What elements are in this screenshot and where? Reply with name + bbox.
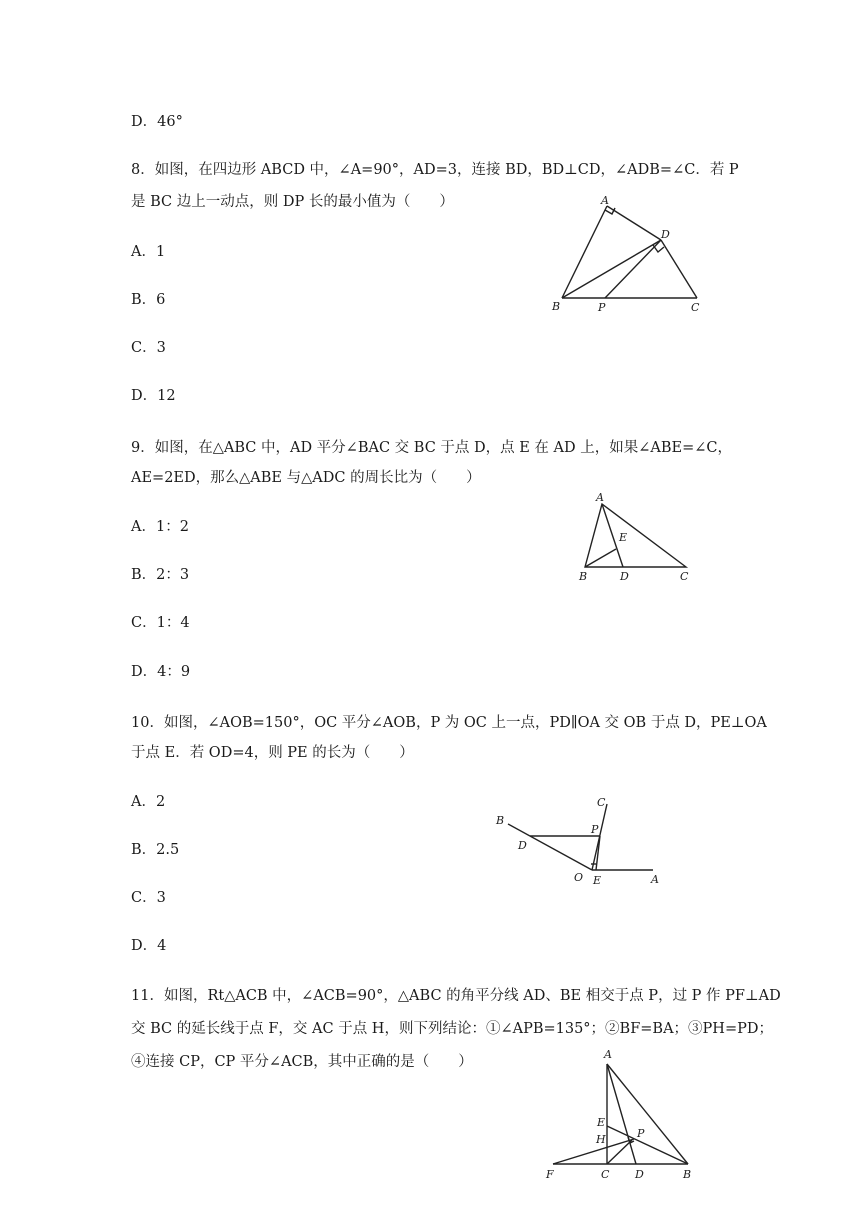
q9-triangle-figure — [570, 488, 700, 588]
q8-label-c: C — [691, 301, 700, 314]
q8-quadrilateral-figure — [540, 192, 720, 322]
q11-stem-line2: 交 BC 的延长线于点 F，交 AC 于点 H，则下列结论：①∠APB=135°；②BF=BA；③PH=PD； — [131, 1021, 773, 1037]
q10-option-a: A．2 — [131, 794, 166, 810]
q9-option-b: B．2：3 — [131, 567, 190, 583]
q9-option-d: D．4：9 — [131, 664, 191, 680]
q10-label-p: P — [591, 823, 599, 836]
q10-label-e: E — [593, 874, 602, 887]
q11-stem-line3: ④连接 CP，CP 平分∠ACB，其中正确的是（ ） — [131, 1054, 473, 1070]
q8-option-d: D．12 — [131, 388, 176, 404]
q11-label-p: P — [637, 1127, 645, 1140]
q10-angle-figure — [490, 792, 680, 892]
q9-stem-line2: AE=2ED，那么△ABE 与△ADC 的周长比为（ ） — [131, 470, 481, 486]
q8-option-b: B．6 — [131, 292, 166, 308]
q8-stem-line1: 8．如图，在四边形 ABCD 中，∠A=90°，AD=3，连接 BD，BD⊥CD，∠ADB=∠C．若 P — [131, 162, 739, 178]
q9-stem-line1: 9．如图，在△ABC 中，AD 平分∠BAC 交 BC 于点 D，点 E 在 AD 上，如果∠ABE=∠C， — [131, 440, 733, 456]
q9-option-a: A．1：2 — [131, 519, 189, 535]
q10-stem-line1: 10．如图，∠AOB=150°，OC 平分∠AOB，P 为 OC 上一点，PD∥OA 交 OB 于点 D，PE⊥OA — [131, 715, 767, 731]
q8-option-a: A．1 — [131, 244, 166, 260]
q9-option-c: C．1：4 — [131, 615, 190, 631]
q11-label-a: A — [604, 1048, 612, 1061]
q10-label-o: O — [574, 871, 584, 884]
q7-option-d: D．46° — [131, 114, 183, 130]
q11-stem-line1: 11．如图，Rt△ACB 中，∠ACB=90°，△ABC 的角平分线 AD、BE 相交于点 P，过 P 作 PF⊥AD — [131, 988, 781, 1004]
q9-label-a: A — [596, 491, 604, 504]
q9-label-b: B — [579, 570, 588, 583]
q11-label-h: H — [596, 1133, 606, 1146]
q11-label-c: C — [601, 1168, 610, 1181]
q8-stem-line2: 是 BC 边上一动点，则 DP 长的最小值为（ ） — [131, 194, 454, 210]
q11-label-e: E — [597, 1116, 606, 1129]
q8-label-a: A — [601, 194, 609, 207]
q9-label-e: E — [619, 531, 628, 544]
q10-option-c: C．3 — [131, 890, 166, 906]
q10-stem-line2: 于点 E．若 OD=4，则 PE 的长为（ ） — [131, 745, 414, 761]
q8-label-p: P — [598, 301, 606, 314]
q8-option-c: C．3 — [131, 340, 166, 356]
q11-label-f: F — [546, 1168, 554, 1181]
q11-label-d: D — [635, 1168, 644, 1181]
q11-label-b: B — [683, 1168, 692, 1181]
q11-right-triangle-figure — [535, 1044, 705, 1190]
q10-label-d: D — [518, 839, 527, 852]
q10-option-d: D．4 — [131, 938, 167, 954]
q10-label-b: B — [496, 814, 505, 827]
q10-label-a: A — [651, 873, 659, 886]
q9-label-d: D — [620, 570, 629, 583]
q9-label-c: C — [680, 570, 689, 583]
q10-option-b: B．2.5 — [131, 842, 180, 858]
q8-label-b: B — [552, 300, 561, 313]
q8-label-d: D — [661, 228, 670, 241]
q10-label-c: C — [597, 796, 606, 809]
